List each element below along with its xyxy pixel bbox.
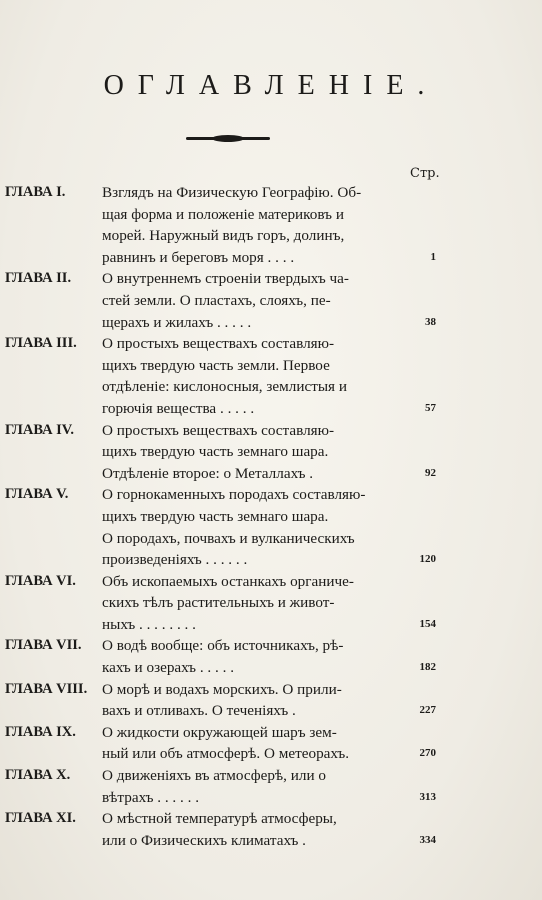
chapter-label: ГЛАВА IV. [5, 421, 75, 438]
page-number: 270 [419, 747, 436, 760]
page-number: 57 [425, 401, 436, 414]
page-column-label: Стр. [410, 166, 440, 181]
description-line: произведеніяхъ . . . . . . [102, 551, 248, 569]
description-line: скихъ тѣлъ растительныхъ и живот- [102, 594, 335, 612]
toc-entry [0, 420, 542, 485]
description-line: кахъ и озерахъ . . . . . [102, 659, 234, 677]
chapter-label: ГЛАВА XI. [5, 810, 76, 827]
toc-entry [0, 268, 542, 333]
chapter-description [98, 635, 416, 678]
description-line: щихъ твердую часть земнаго шара. [102, 443, 329, 461]
chapter-label: ГЛАВА II. [5, 270, 72, 287]
description-line: Объ ископаемыхъ останкахъ органиче- [102, 572, 354, 590]
chapter-description [98, 722, 416, 765]
description-line: морей. Наружный видъ горъ, долинъ, [102, 227, 345, 245]
description-line: щихъ твердую часть земнаго шара. [102, 507, 329, 525]
chapter-description [98, 182, 416, 268]
chapter-description [98, 420, 416, 485]
page-number: 334 [419, 833, 436, 846]
description-line: стей земли. О пластахъ, слояхъ, пе- [102, 291, 331, 309]
page-number: 92 [425, 466, 436, 479]
chapter-label: ГЛАВА III. [5, 335, 77, 352]
description-line: О породахъ, почвахъ и вулканическихъ [102, 529, 355, 547]
page-number: 1 [430, 250, 436, 263]
page-number: 227 [419, 704, 436, 717]
description-line: щихъ твердую часть земли. Первое [102, 356, 330, 374]
chapter-label: ГЛАВА VIII. [5, 680, 88, 697]
description-line: О простыхъ веществахъ составляю- [102, 421, 335, 439]
description-line: Взглядъ на Физическую Географію. Об- [102, 184, 362, 201]
description-line: горючія вещества . . . . . [102, 399, 255, 417]
description-line: вахъ и отливахъ. О теченіяхъ . [102, 702, 296, 720]
description-line: или о Физическихъ климатахъ . [102, 831, 306, 849]
toc-entry [0, 679, 542, 722]
page-number: 120 [419, 553, 436, 566]
toc-entry [0, 571, 542, 636]
chapter-description [98, 333, 416, 419]
description-line: О движеніяхъ въ атмосферѣ, или о [102, 767, 326, 785]
chapter-label: ГЛАВА V. [5, 486, 69, 503]
chapter-description [98, 808, 416, 851]
toc-entry [0, 333, 542, 419]
chapter-description [98, 679, 416, 722]
chapter-description [98, 268, 416, 333]
chapter-label: ГЛАВА VI. [5, 572, 76, 589]
description-line: равнинъ и береговъ моря . . . . [102, 248, 295, 266]
description-line: ныхъ . . . . . . . . [102, 615, 196, 633]
description-line: О простыхъ веществахъ составляю- [102, 335, 335, 353]
chapter-label: ГЛАВА IX. [5, 723, 76, 740]
page-number: 313 [419, 790, 436, 803]
description-line: О жидкости окружающей шаръ зем- [102, 723, 337, 741]
toc-entry [0, 808, 542, 851]
description-line: Отдѣленіе второе: о Металлахъ . [102, 464, 314, 482]
chapter-description [98, 765, 416, 808]
table-of-contents [0, 182, 542, 851]
chapter-description [98, 571, 416, 636]
chapter-label: ГЛАВА X. [5, 767, 71, 784]
toc-entry [0, 182, 542, 268]
description-line: О морѣ и водахъ морскихъ. О прили- [102, 680, 342, 698]
chapter-label: ГЛАВА I. [5, 184, 66, 200]
description-line: О горнокаменныхъ породахъ составляю- [102, 486, 366, 504]
toc-entry [0, 635, 542, 678]
page-number: 182 [419, 661, 436, 674]
description-line: О внутреннемъ строеніи твердыхъ ча- [102, 270, 349, 288]
toc-entry [0, 484, 542, 570]
description-line: щерахъ и жилахъ . . . . . [102, 313, 252, 331]
description-line: О водѣ вообще: объ источникахъ, рѣ- [102, 637, 344, 655]
toc-entry [0, 765, 542, 808]
description-line: ный или объ атмосферѣ. О метеорахъ. [102, 745, 350, 763]
toc-entry [0, 722, 542, 765]
description-line: вѣтрахъ . . . . . . [102, 788, 200, 806]
chapter-description [98, 484, 416, 570]
page-number: 154 [419, 617, 436, 630]
page-title: ОГЛАВЛЕНІЕ. [103, 70, 439, 101]
description-line: отдѣленіе: кислоносныя, землистыя и [102, 378, 347, 396]
ornamental-rule [186, 137, 270, 140]
description-line: щая форма и положеніе материковъ и [102, 205, 344, 223]
description-line: О мѣстной температурѣ атмосферы, [102, 810, 337, 828]
page-number: 38 [425, 315, 436, 328]
chapter-label: ГЛАВА VII. [5, 637, 82, 654]
